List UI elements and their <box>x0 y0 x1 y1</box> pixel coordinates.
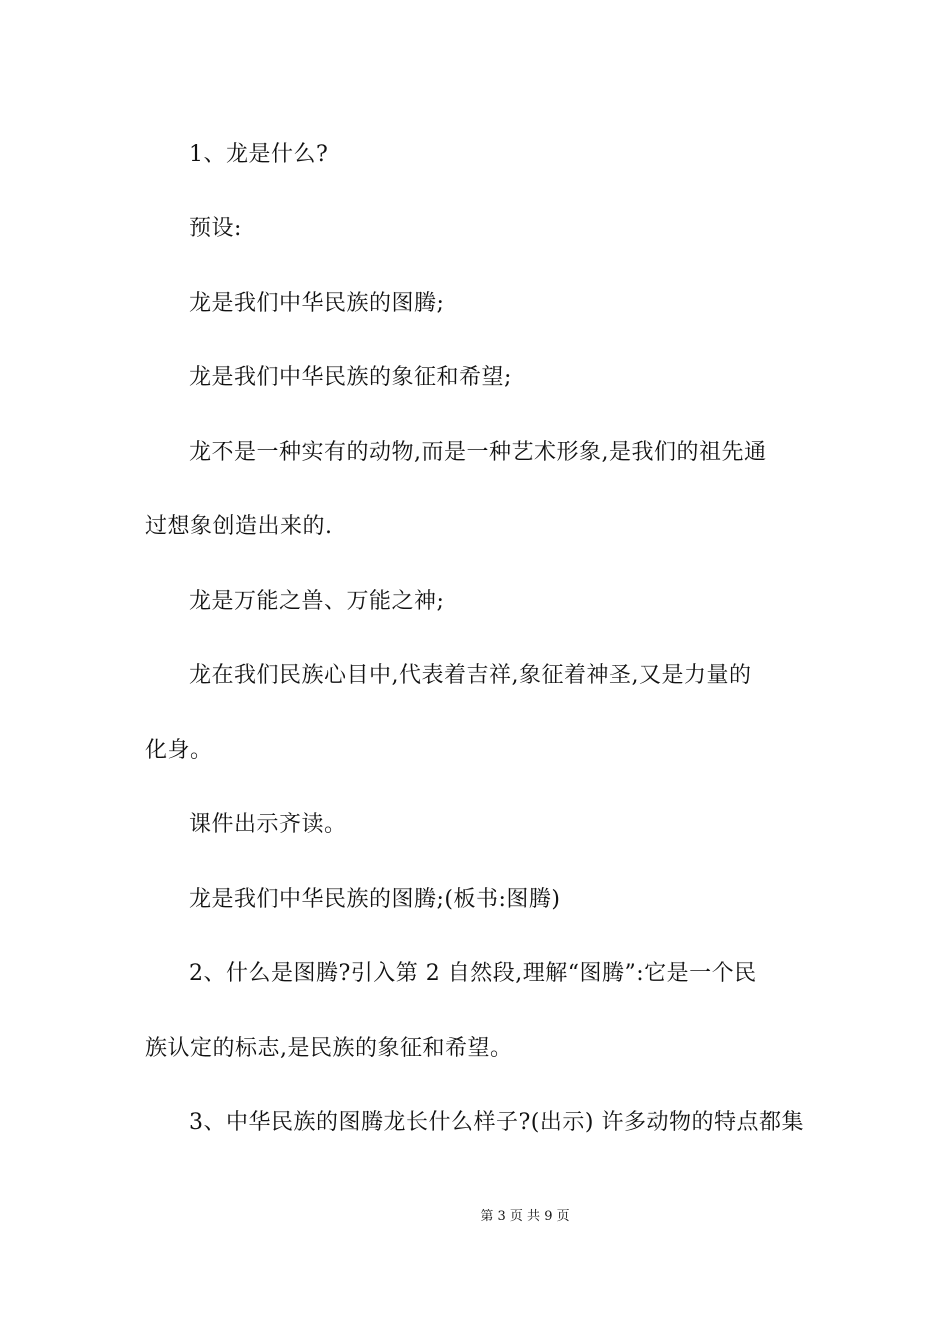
text-line: 族认定的标志,是民族的象征和希望。 <box>145 1036 513 1061</box>
text-line: 龙是我们中华民族的图腾;(板书:图腾) <box>189 887 561 912</box>
text-line: 化身。 <box>145 738 213 763</box>
text-line: 龙不是一种实有的动物,而是一种艺术形象,是我们的祖先通 <box>189 440 767 465</box>
text-line: 1、龙是什么? <box>189 142 329 167</box>
text-line: 龙在我们民族心目中,代表着吉祥,象征着神圣,又是力量的 <box>189 663 752 688</box>
text-line: 龙是万能之兽、万能之神; <box>189 589 445 614</box>
text-line: 过想象创造出来的. <box>145 514 333 539</box>
text-line: 龙是我们中华民族的象征和希望; <box>189 365 512 390</box>
text-line: 3、中华民族的图腾龙长什么样子?(出示) 许多动物的特点都集 <box>189 1110 804 1135</box>
page-number-footer: 第 3 页 共 9 页 <box>480 1209 570 1224</box>
text-line: 龙是我们中华民族的图腾; <box>189 291 445 316</box>
text-line: 预设: <box>189 216 242 241</box>
text-line: 2、什么是图腾?引入第 2 自然段,理解“图腾”:它是一个民 <box>189 961 757 986</box>
text-line: 课件出示齐读。 <box>189 812 347 837</box>
